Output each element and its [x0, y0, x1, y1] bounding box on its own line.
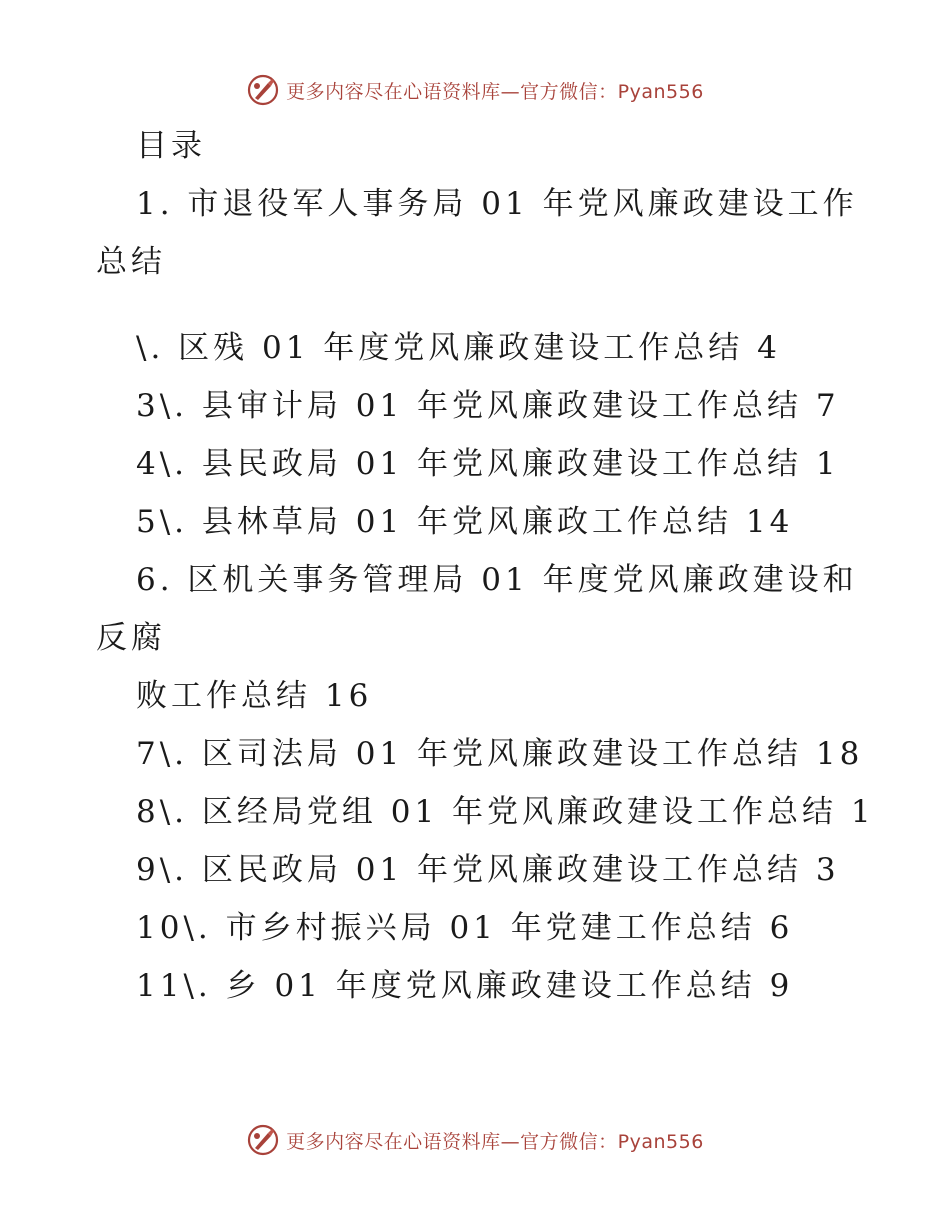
pen-logo-icon: [246, 73, 280, 107]
watermark-text: 更多内容尽在心语资料库—官方微信：Pyan556: [286, 1130, 704, 1153]
toc-entry: \. 区残 01 年度党风廉政建设工作总结 4: [136, 330, 781, 366]
toc-entry: 4\. 县民政局 01 年党风廉政建设工作总结 1: [136, 446, 840, 482]
toc-entry: 3\. 县审计局 01 年党风廉政建设工作总结 7: [136, 388, 840, 424]
toc-entry: 10\. 市乡村振兴局 01 年党建工作总结 6: [136, 910, 794, 946]
toc-entry-continuation: 败工作总结 16: [136, 678, 373, 714]
table-of-contents: [0, 117, 950, 1015]
toc-entry: 1. 市退役军人事务局 01 年党风廉政建设工作: [136, 186, 858, 222]
watermark-banner-top: [0, 70, 950, 110]
spacer: [0, 291, 950, 319]
toc-entry: 9\. 区民政局 01 年党风廉政建设工作总结 3: [136, 852, 840, 888]
pen-logo-icon: [246, 1123, 280, 1157]
toc-entry: 5\. 县林草局 01 年党风廉政工作总结 14: [136, 504, 794, 540]
toc-entry: 6. 区机关事务管理局 01 年度党风廉政建设和: [136, 562, 858, 598]
toc-entry: 8\. 区经局党组 01 年党风廉政建设工作总结 1: [136, 794, 875, 830]
toc-entry: 7\. 区司法局 01 年党风廉政建设工作总结 18: [136, 736, 864, 772]
toc-entry-continuation: 总结: [96, 244, 166, 280]
watermark-banner-bottom: [0, 1120, 950, 1160]
toc-entry-continuation: 反腐: [96, 620, 166, 656]
toc-entry: 11\. 乡 01 年度党风廉政建设工作总结 9: [136, 968, 794, 1004]
watermark-text: 更多内容尽在心语资料库—官方微信：Pyan556: [286, 80, 704, 103]
toc-title: 目录: [136, 128, 206, 164]
